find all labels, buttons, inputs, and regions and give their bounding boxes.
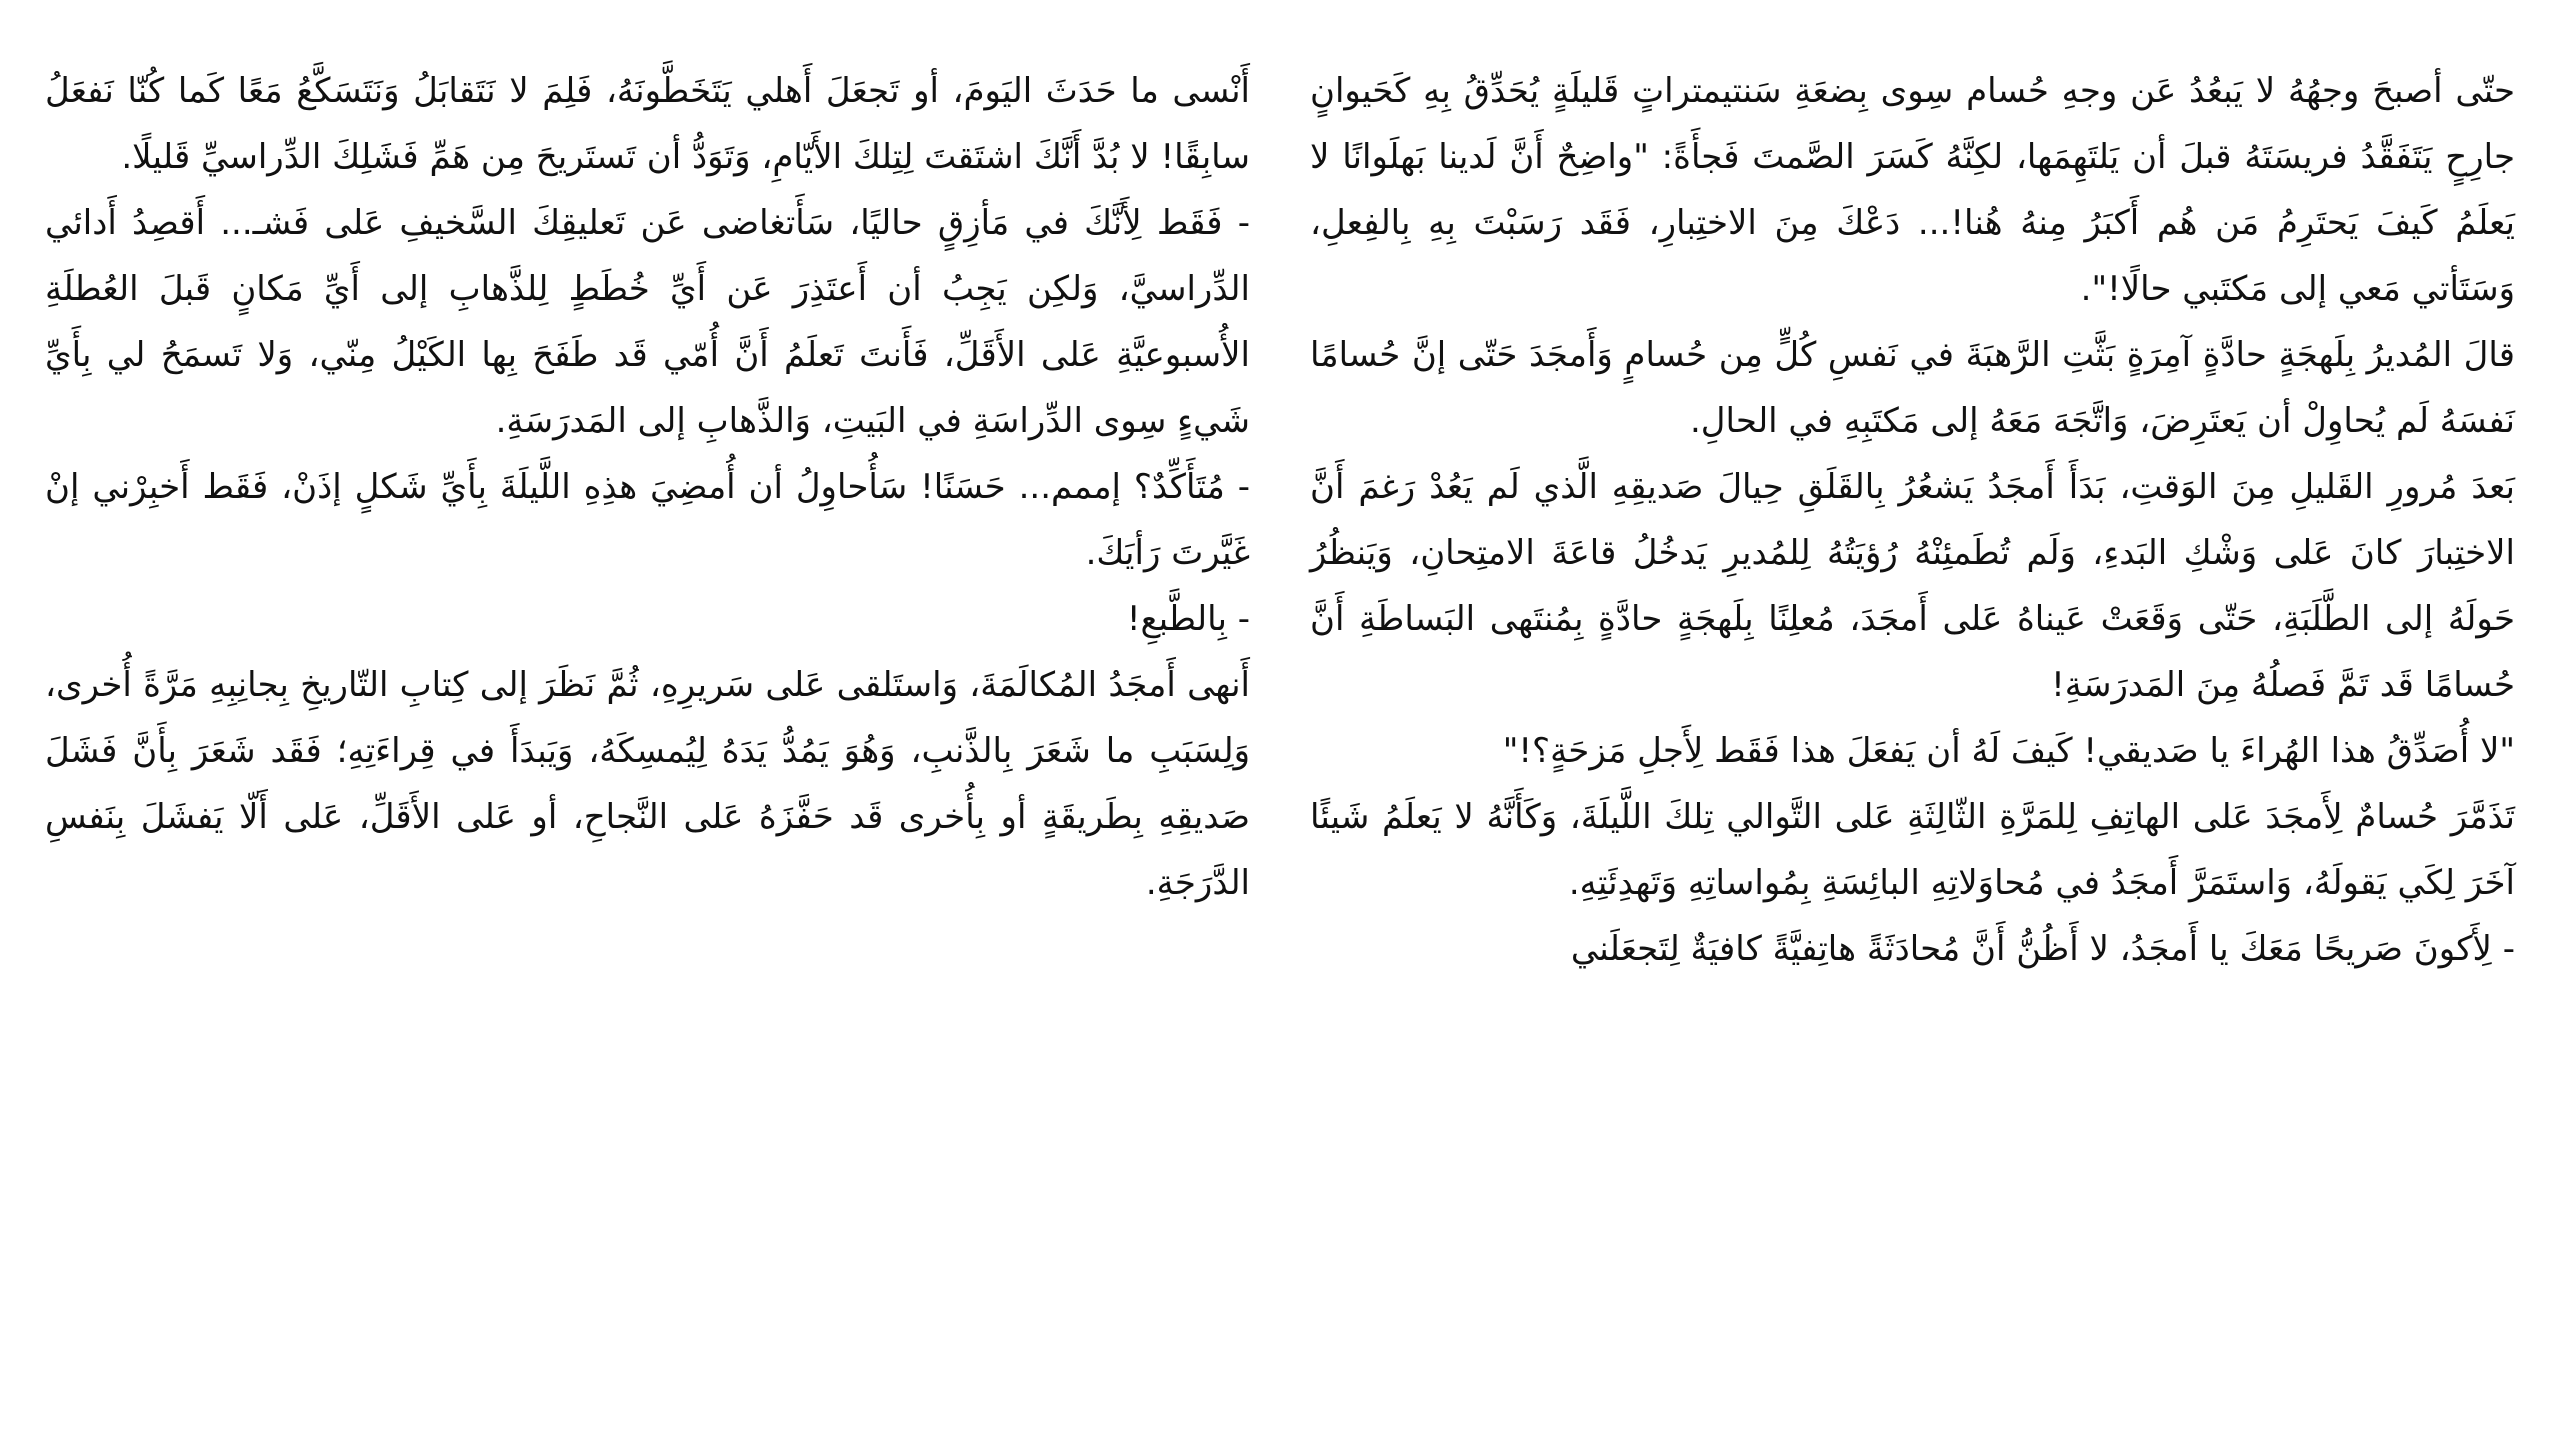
dialogue-line: - مُتَأَكِّدٌ؟ إممم... حَسَنًا! سَأُحاوِلُ أن أُمضِيَ هذِهِ اللَّيلَةَ بِأَيِّ شَكلٍ إذَنْ، فَقَط أَخبِرْني إنْ غَيَّرتَ رَأيَكَ. [45,467,1250,573]
paragraph: قالَ المُديرُ بِلَهجَةٍ حادَّةٍ آمِرَةٍ بَثَّتِ الرَّهبَةَ في نَفسِ كُلٍّ مِن حُسامٍ وَأَمجَدَ حَتّى إنَّ حُسامًا نَفسَهُ لَم يُحاوِلْ أن يَعتَرِضَ، وَاتَّجَهَ مَعَهُ إلى مَكتَبِهِ في الحالِ. [1310,335,2515,441]
dialogue-line: - لِأَكونَ صَريحًا مَعَكَ يا أَمجَدُ، لا أَظُنُّ أَنَّ مُحادَثَةً هاتِفيَّةً كافيَةٌ لِتَجعَلَني [1570,929,2515,969]
paragraph: بَعدَ مُرورِ القَليلِ مِنَ الوَقتِ، بَدَأَ أَمجَدُ يَشعُرُ بِالقَلَقِ حِيالَ صَديقِهِ الَّذي لَم يَعُدْ رَغمَ أَنَّ الاختِبارَ كانَ عَلى وَشْكِ البَدءِ، وَلَم تُطَمئِنْهُ رُؤيَتُهُ لِلمُديرِ يَدخُلُ قاعَةَ الامتِحانِ، وَيَنظُرُ حَولَهُ إلى الطَّلَبَةِ، حَتّى وَقَعَتْ عَيناهُ عَلى أَمجَدَ، مُعلِنًا بِلَهجَةٍ حادَّةٍ بِمُنتَهى البَساطَةِ أَنَّ حُسامًا قَد تَمَّ فَصلُهُ مِنَ المَدرَسَةِ! [1310,467,2515,705]
paragraph: أَنْسى ما حَدَثَ اليَومَ، أو تَجعَلَ أَهلي يَتَخَطَّونَهُ، فَلِمَ لا نَتَقابَلُ وَنَتَسَكَّعُ مَعًا كَما كُنّا نَفعَلُ سابِقًا! لا بُدَّ أَنَّكَ اشتَقتَ لِتِلكَ الأَيّامِ، وَتَوَدُّ أن تَستَريحَ مِن هَمِّ فَشَلِكَ الدِّراسيِّ قَليلًا. [45,71,1250,177]
paragraph: حتّى أصبحَ وجهُهُ لا يَبعُدُ عَن وجهِ حُسام سِوى بِضعَةِ سَنتيمتراتٍ قَليلَةٍ يُحَدِّقُ بِهِ كَحَيوانٍ جارِحٍ يَتَفَقَّدُ فريسَتَهُ قبلَ أن يَلتَهِمَها، لكِنَّهُ كَسَرَ الصَّمتَ فَجأَةً: "واضِحٌ أَنَّ لَدينا بَهلَوانًا لا يَعلَمُ كَيفَ يَحتَرِمُ مَن هُم أَكبَرُ مِنهُ هُنا!... دَعْكَ مِنَ الاختِبارِ، فَقَد رَسَبْتَ بِهِ بِالفِعلِ، وَسَتَأتي مَعي إلى مَكتَبي حالًا!". [1310,71,2515,309]
paragraph: أَنهى أَمجَدُ المُكالَمَةَ، وَاستَلقى عَلى سَريرِهِ، ثُمَّ نَظَرَ إلى كِتابِ التّاريخِ بِجانِبِهِ مَرَّةً أُخرى، وَلِسَبَبِ ما شَعَرَ بِالذَّنبِ، وَهُوَ يَمُدُّ يَدَهُ لِيُمسِكَهُ، وَيَبدَأَ في قِراءَتِهِ؛ فَقَد شَعَرَ بِأَنَّ فَشَلَ صَديقِهِ بِطَريقَةٍ أو بِأُخرى قَد حَفَّزَهُ عَلى النَّجاحِ، أو عَلى الأَقَلِّ، عَلى أَلّا يَفشَلَ بِنَفسِ الدَّرَجَةِ. [45,665,1250,903]
paragraph: "لا أُصَدِّقُ هذا الهُراءَ يا صَديقي! كَيفَ لَهُ أن يَفعَلَ هذا فَقَط لِأَجلِ مَزحَةٍ؟!" [1502,731,2515,771]
left-text-column [45,58,1250,1440]
paragraph: تَذَمَّرَ حُسامٌ لِأَمجَدَ عَلى الهاتِفِ لِلمَرَّةِ الثّالِثَةِ عَلى التَّوالي تِلكَ اللَّيلَةَ، وَكَأَنَّهُ لا يَعلَمُ شَيئًا آخَرَ لِكَي يَقولَهُ، وَاستَمَرَّ أَمجَدُ في مُحاوَلاتِهِ البائِسَةِ بِمُواساتِهِ وَتَهدِئَتِهِ. [1310,797,2515,903]
dialogue-line: - بِالطَّبعِ! [1126,599,1250,639]
dialogue-line: - فَقَط لِأَنَّكَ في مَأزِقٍ حاليًا، سَأَتغاضى عَن تَعليقِكَ السَّخيفِ عَلى فَشـ... أَقصِدُ أَدائي الدِّراسيَّ، وَلكِن يَجِبُ أن أَعتَذِرَ عَن أَيِّ خُطَطٍ لِلذَّهابِ إلى أَيِّ مَكانٍ قَبلَ العُطلَةِ الأُسبوعيَّةِ عَلى الأَقَلِّ، فَأَنتَ تَعلَمُ أَنَّ أُمّي قَد طَفَحَ بِها الكَيْلُ مِنّي، وَلا تَسمَحُ لي بِأَيِّ شَيءٍ سِوى الدِّراسَةِ في البَيتِ، وَالذَّهابِ إلى المَدرَسَةِ. [45,203,1250,441]
right-text-column [1310,58,2515,1440]
